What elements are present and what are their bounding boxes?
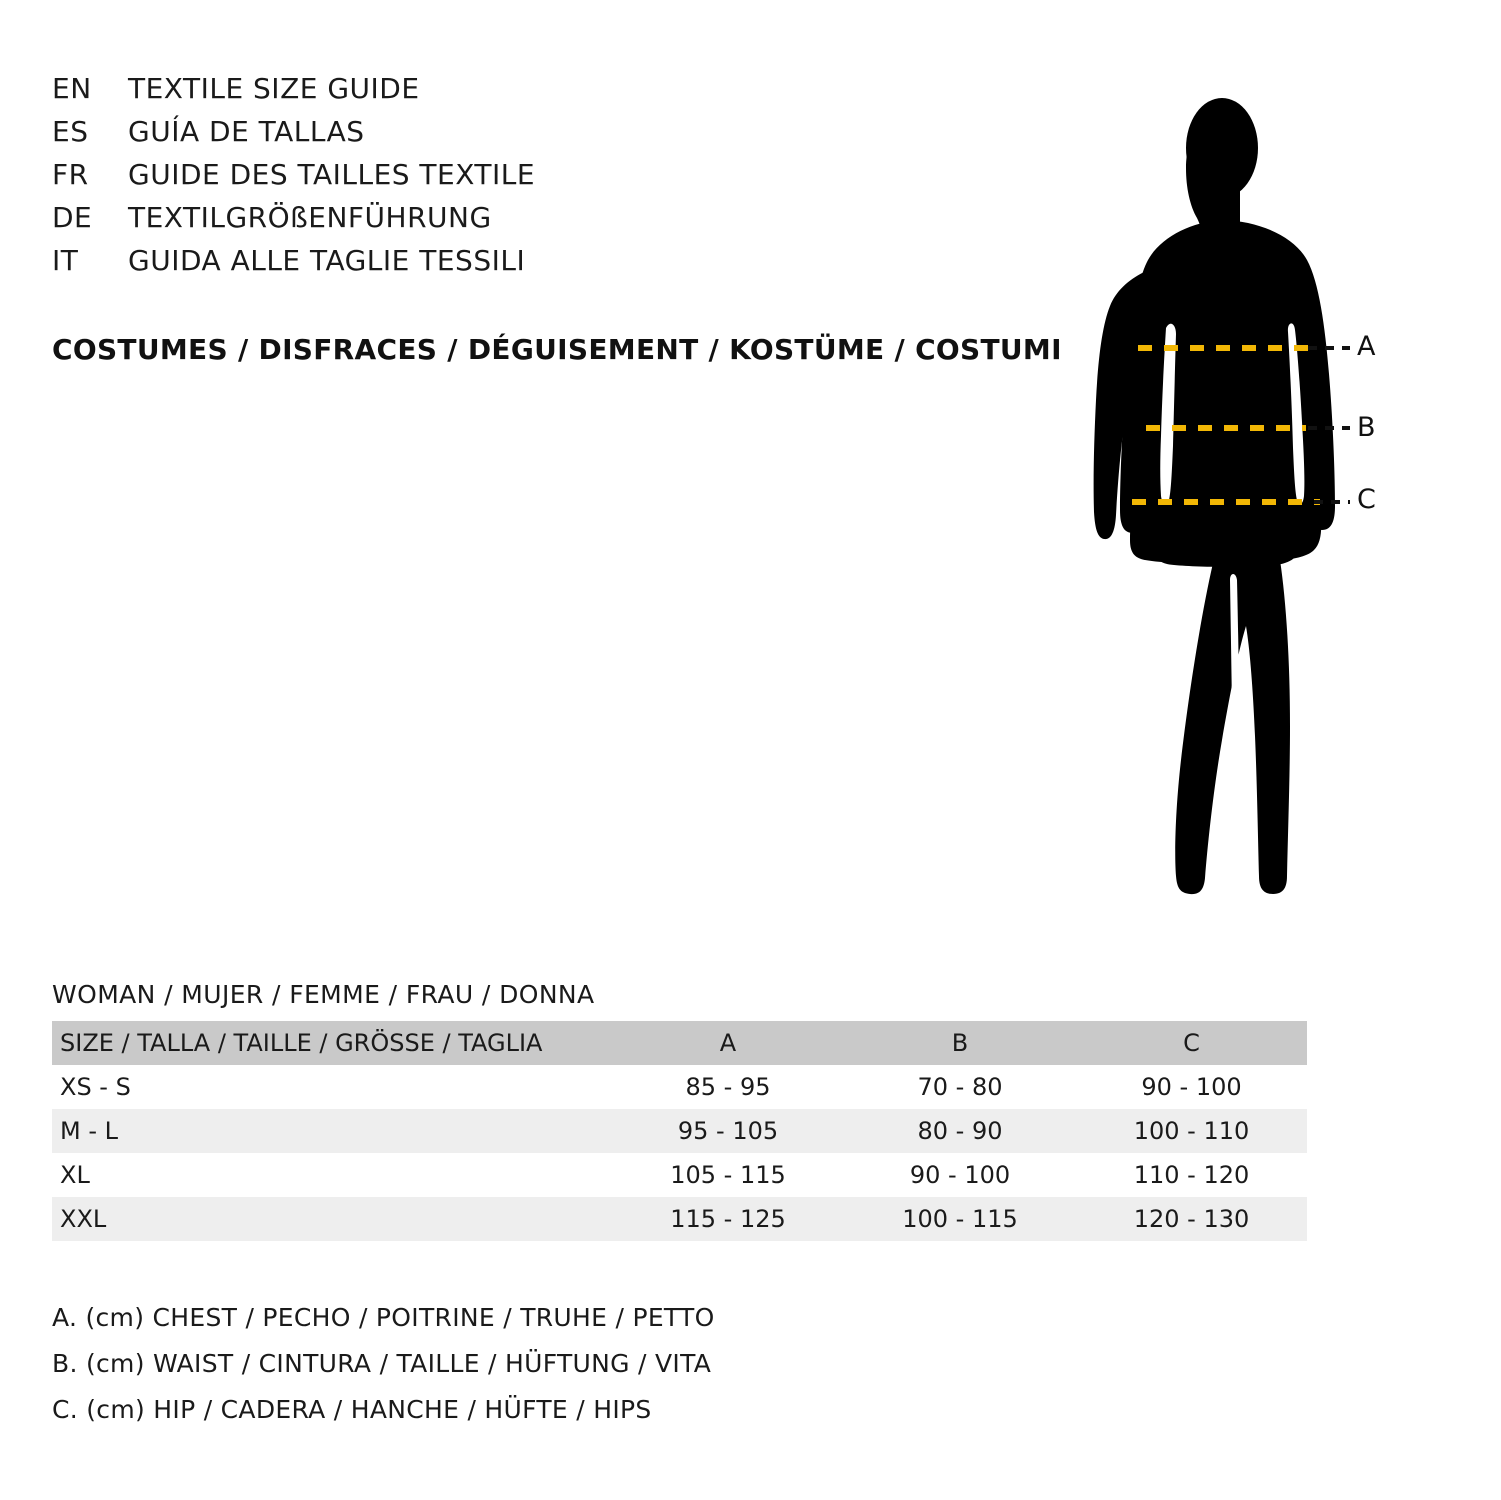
language-row-it — [52, 244, 1032, 287]
language-code-en: EN — [52, 72, 92, 105]
language-text-fr: GUIDE DES TAILLES TEXTILE — [128, 158, 536, 191]
language-row-fr — [52, 158, 1032, 201]
legend-line-c: C. (cm) HIP / CADERA / HANCHE / HÜFTE / HIPS — [52, 1395, 652, 1424]
language-text-it: GUIDA ALLE TAGLIE TESSILI — [128, 244, 526, 277]
size-table-section — [52, 980, 1362, 1241]
cell-size: M - L — [60, 1117, 118, 1145]
cell-b: 70 - 80 — [917, 1073, 1003, 1101]
cell-c: 120 - 130 — [1133, 1205, 1250, 1233]
cell-a: 85 - 95 — [685, 1073, 771, 1101]
language-code-de: DE — [52, 201, 93, 234]
silhouette-svg — [1050, 60, 1470, 940]
cell-size: XL — [60, 1161, 90, 1189]
silhouette-head — [1186, 98, 1258, 198]
cell-a: 115 - 125 — [670, 1205, 786, 1233]
cell-a: 95 - 105 — [677, 1117, 779, 1145]
cell-b: 100 - 115 — [902, 1205, 1018, 1233]
table-caption: WOMAN / MUJER / FEMME / FRAU / DONNA — [52, 980, 595, 1009]
table-header — [52, 1021, 1307, 1065]
column-header-b: B — [951, 1029, 969, 1057]
legend-line-a: A. (cm) CHEST / PECHO / POITRINE / TRUHE / PETTO — [52, 1303, 715, 1332]
column-header-c: C — [1183, 1029, 1200, 1057]
language-row-de — [52, 201, 1032, 244]
measure-label-b: B — [1357, 412, 1376, 443]
size-table — [52, 1021, 1307, 1241]
table-row — [52, 1197, 1307, 1241]
language-code-it: IT — [52, 244, 79, 277]
table-row — [52, 1065, 1307, 1109]
column-header-size: SIZE / TALLA / TAILLE / GRÖSSE / TAGLIA — [60, 1029, 543, 1057]
cell-b: 90 - 100 — [909, 1161, 1011, 1189]
legend-line-b: B. (cm) WAIST / CINTURA / TAILLE / HÜFTUNG / VITA — [52, 1349, 712, 1378]
category-title: COSTUMES / DISFRACES / DÉGUISEMENT / KOSTÜME / COSTUMI — [52, 333, 1062, 366]
cell-size: XXL — [60, 1205, 107, 1233]
language-row-en — [52, 72, 1032, 115]
language-text-en: TEXTILE SIZE GUIDE — [128, 72, 420, 105]
cell-a: 105 - 115 — [670, 1161, 786, 1189]
cell-c: 110 - 120 — [1133, 1161, 1250, 1189]
measurement-legend — [52, 1295, 1152, 1433]
measure-label-a: A — [1357, 331, 1376, 362]
silhouette-shape — [1094, 98, 1335, 894]
measure-label-c: C — [1357, 484, 1376, 515]
table-row — [52, 1153, 1307, 1197]
cell-size: XS - S — [60, 1073, 131, 1101]
language-code-es: ES — [52, 115, 89, 148]
language-code-fr: FR — [52, 158, 89, 191]
column-header-a: A — [719, 1029, 737, 1057]
cell-c: 90 - 100 — [1141, 1073, 1242, 1101]
language-row-es — [52, 115, 1032, 158]
cell-b: 80 - 90 — [917, 1117, 1003, 1145]
table-body — [52, 1065, 1307, 1241]
language-text-es: GUÍA DE TALLAS — [128, 115, 365, 148]
table-row — [52, 1109, 1307, 1153]
language-text-de: TEXTILGRÖßENFÜHRUNG — [128, 201, 492, 234]
woman-silhouette-figure — [1050, 60, 1470, 940]
table-header-row — [52, 1021, 1307, 1065]
language-header-block — [52, 72, 1032, 287]
cell-c: 100 - 110 — [1133, 1117, 1250, 1145]
